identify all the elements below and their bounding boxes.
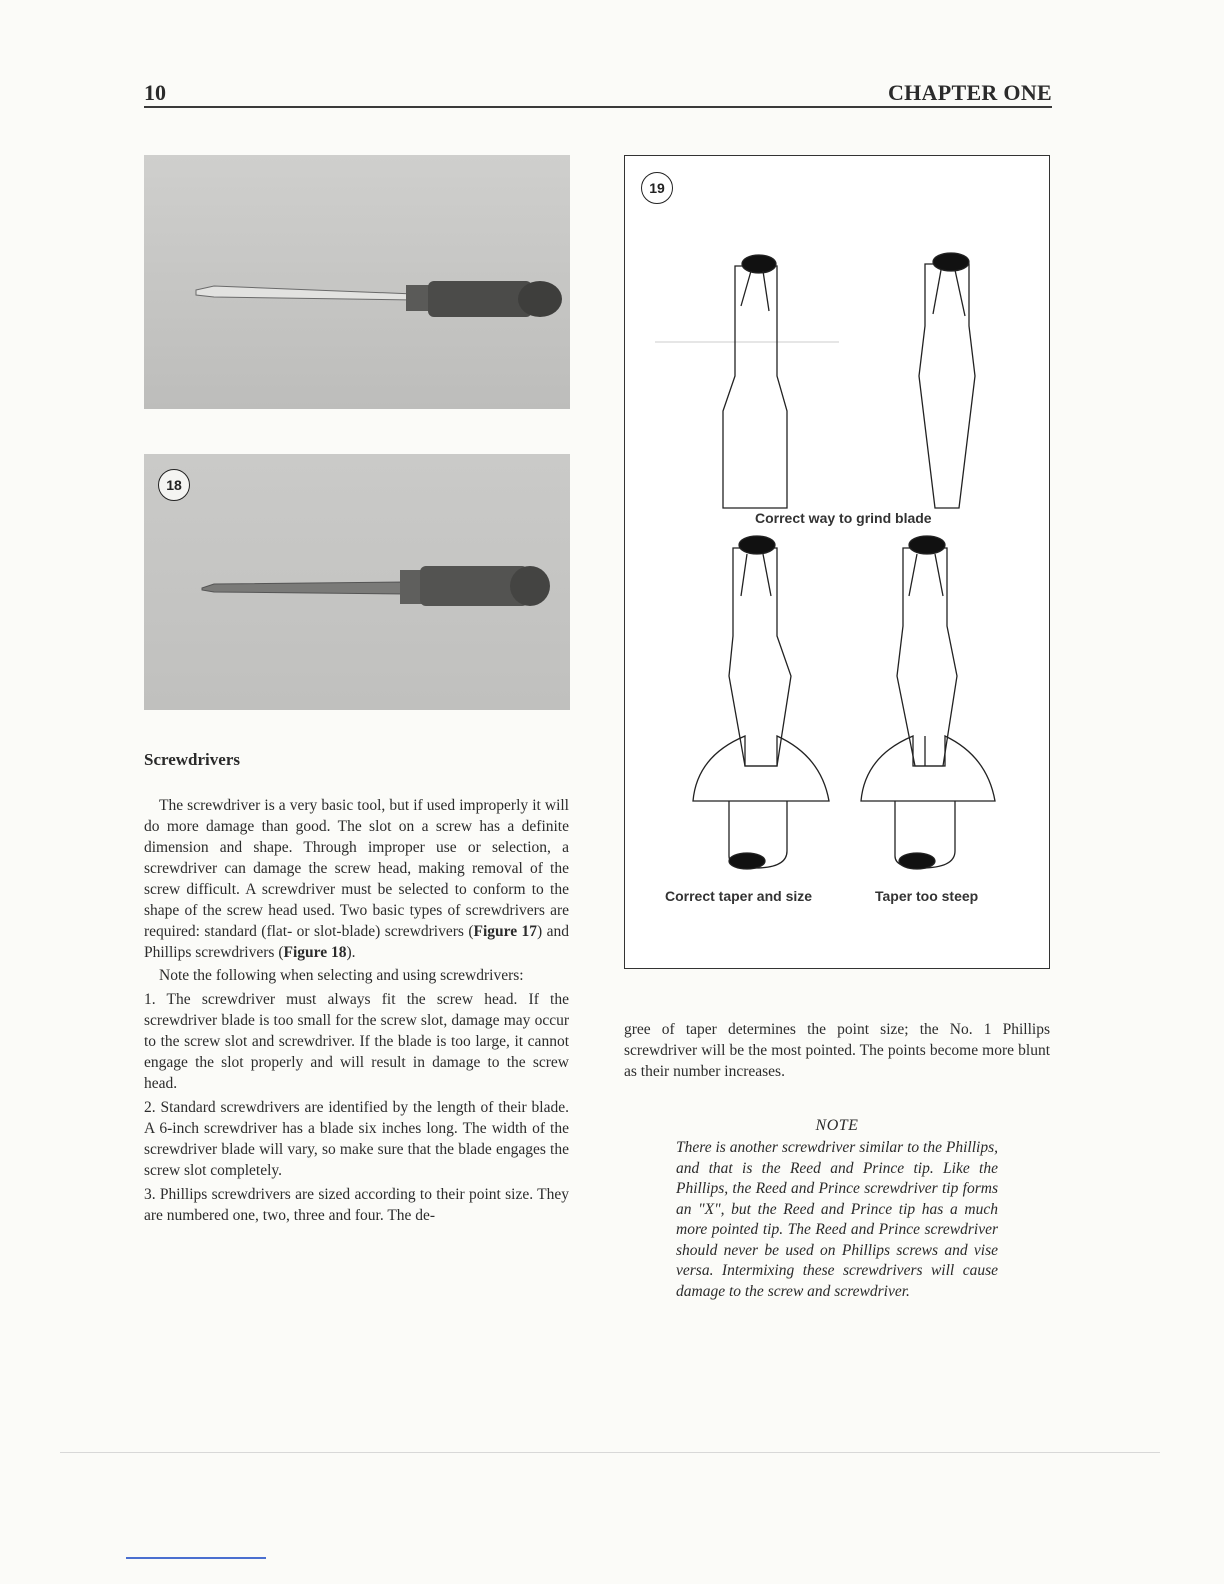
chapter-title: CHAPTER ONE: [887, 80, 1052, 105]
list-item-3: 3. Phillips screwdrivers are sized according to their point size. They are numbered one, two, three and four. The de-: [144, 1186, 569, 1224]
note-title: NOTE: [815, 1117, 859, 1134]
paragraph-1-text-c: ).: [346, 944, 356, 961]
figure-19-diagram: [624, 155, 1050, 969]
figure-17-reference: Figure 17: [473, 923, 538, 940]
footnote-rule: [126, 1557, 266, 1559]
phillips-screwdriver-image: [144, 454, 570, 710]
paragraph-1-text-b: ) and Phillips screwdrivers (: [144, 923, 569, 961]
blade-top-left: [723, 255, 787, 508]
figure-18-number: 18: [158, 469, 190, 501]
label-correct-taper: Correct taper and size: [665, 888, 813, 904]
figure-18-reference: Figure 18: [283, 944, 347, 961]
label-taper-too-steep: Taper too steep: [875, 888, 979, 904]
page-number: 10: [144, 80, 166, 105]
figure-19-number: 19: [641, 172, 673, 204]
footer-rule: [60, 1452, 1160, 1453]
header-rule: [144, 106, 1052, 108]
label-correct-grind: Correct way to grind blade: [755, 510, 932, 526]
flat-screwdriver-image: [144, 155, 570, 409]
figure-17-photo: [144, 155, 570, 409]
figure-18-photo: [144, 454, 570, 710]
paragraph-1: [144, 795, 569, 963]
list-item-1: 1. The screwdriver must always fit the screw head. If the screwdriver blade is too small for the screw slot, damage may occur to the screw slot and screwdriver. If the blade is too large, it cannot engage the slot properly and will result in damage to the screw head.: [144, 991, 569, 1092]
blade-bottom-left-with-screw: [693, 536, 829, 869]
blade-top-right: [919, 253, 975, 508]
blade-grinding-illustration: [625, 156, 1049, 968]
paragraph-2: Note the following when selecting and using screwdrivers:: [159, 967, 524, 984]
note-body: There is another screwdriver similar to the Phillips, and that is the Reed and Prince tip. Like the Phillips, the Reed and Prince screwdriver tip forms an "X", but the Reed and Prince tip has a much more pointed tip. The Reed and Prince screwdriver should never be used on Phillips screws and vise versa. Intermixing these screwdrivers will cause damage to the screw and screwdriver.: [676, 1139, 998, 1300]
section-heading: Screwdrivers: [144, 750, 240, 769]
paragraph-1-text-a: The screwdriver is a very basic tool, but if used improperly it will do more damage than good. The slot on a screw has a definite dimension and shape. Through improper use or selection, a screwdriver can damage the screw head, making removal of the screw difficult. A screwdriver must be selected to conform to the shape of the screw head used. Two basic types of screwdrivers are required: standard (flat- or slot-blade) screwdrivers (: [144, 797, 569, 940]
list-item-2: 2. Standard screwdrivers are identified by the length of their blade. A 6-inch screwdriver has a blade six inches long. The width of the screwdriver blade will vary, so make sure that the blade engages the screw slot completely.: [144, 1099, 569, 1179]
left-column-text: [144, 795, 569, 1226]
continuation-paragraph: gree of taper determines the point size; the No. 1 Phillips screwdriver will be the most pointed. The points become more blunt as their number increases.: [624, 1021, 1050, 1080]
blade-bottom-right-with-screw: [861, 536, 995, 869]
